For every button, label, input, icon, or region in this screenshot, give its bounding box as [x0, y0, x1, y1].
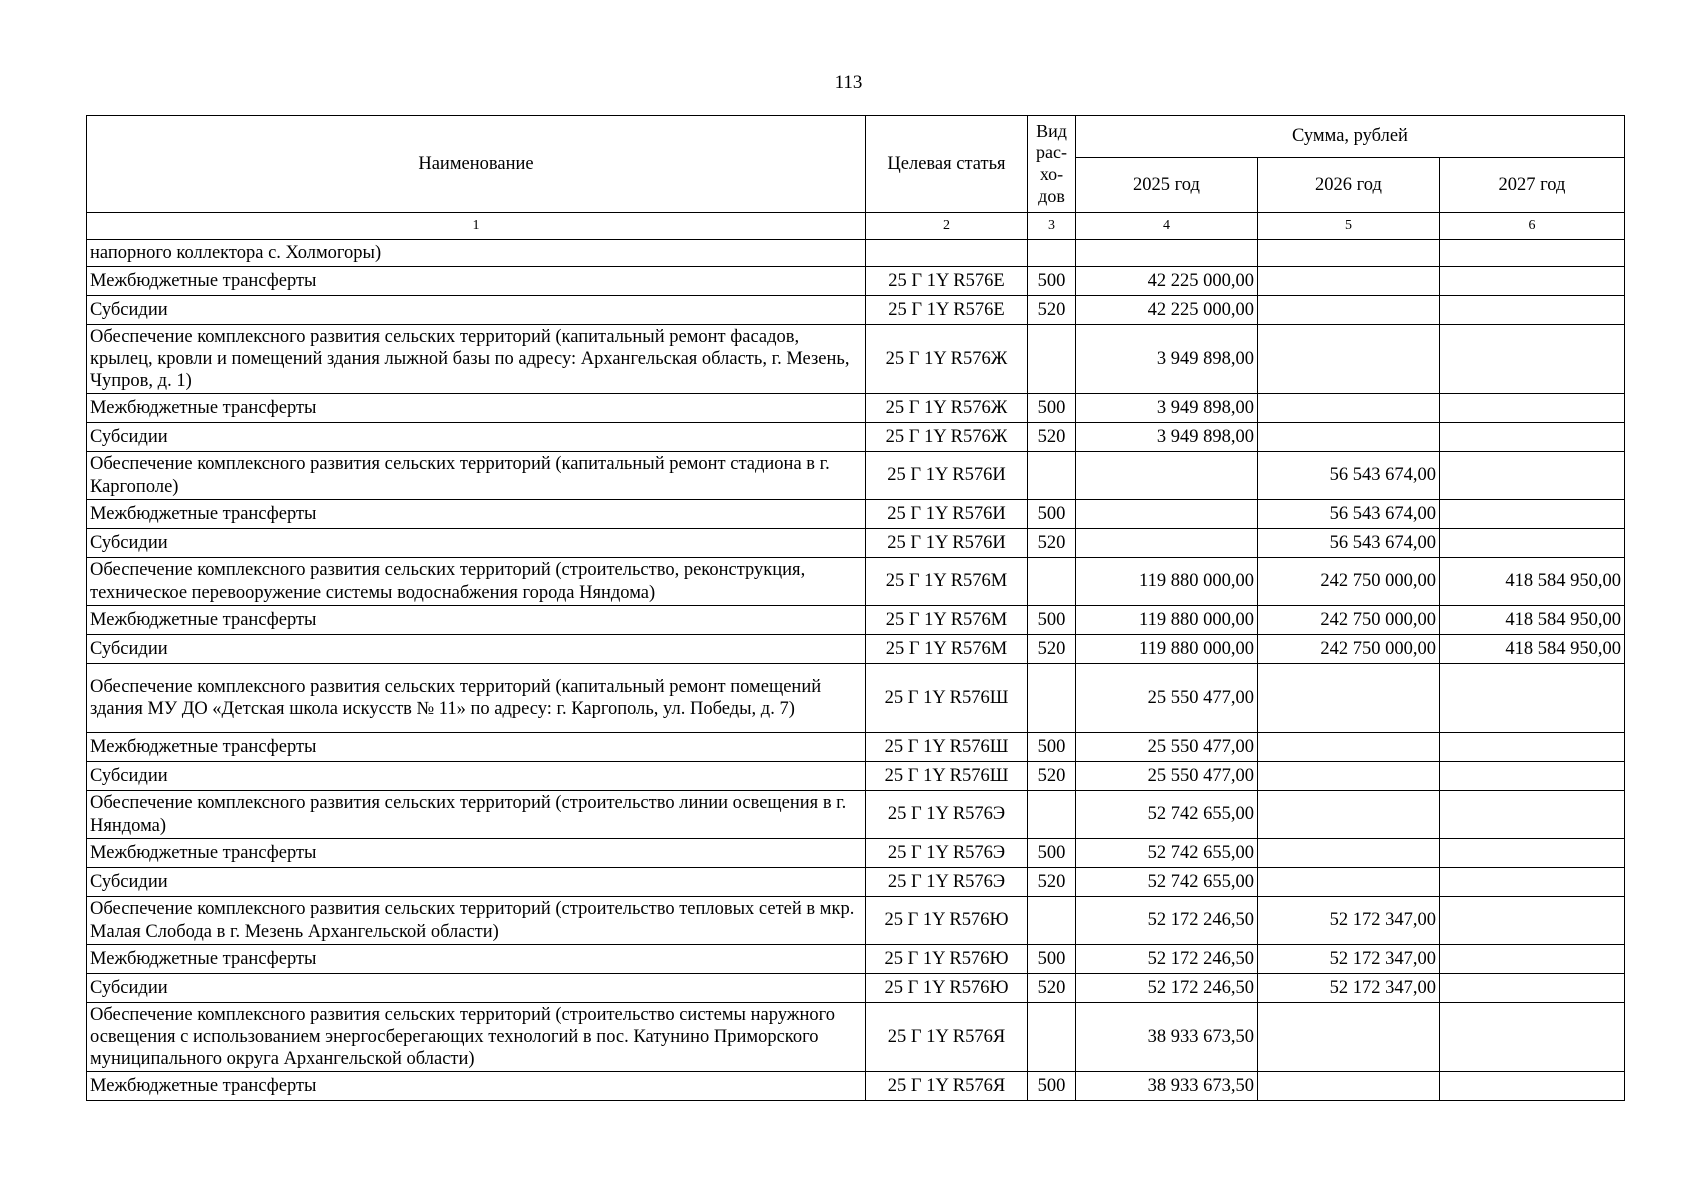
cell-amount-2025: 38 933 673,50 — [1076, 1003, 1258, 1072]
cell-expense-type: 520 — [1028, 868, 1076, 897]
cell-amount-2025: 25 550 477,00 — [1076, 733, 1258, 762]
cell-name: Межбюджетные трансферты — [87, 500, 866, 529]
cell-target-article — [866, 240, 1028, 267]
cell-amount-2026: 56 543 674,00 — [1258, 529, 1440, 558]
cell-expense-type — [1028, 558, 1076, 606]
cell-amount-2027 — [1440, 267, 1625, 296]
table-row — [87, 423, 1625, 452]
cell-target-article: 25 Г 1Y R576И — [866, 529, 1028, 558]
cell-expense-type — [1028, 791, 1076, 839]
cell-expense-type: 500 — [1028, 394, 1076, 423]
cell-name: Субсидии — [87, 762, 866, 791]
header-expense-type: Вид рас-хо-дов — [1028, 116, 1076, 213]
page-number: 113 — [834, 72, 863, 93]
cell-name: Межбюджетные трансферты — [87, 839, 866, 868]
cell-amount-2026: 242 750 000,00 — [1258, 558, 1440, 606]
cell-expense-type: 520 — [1028, 296, 1076, 325]
cell-amount-2025 — [1076, 240, 1258, 267]
cell-target-article: 25 Г 1Y R576М — [866, 606, 1028, 635]
cell-expense-type — [1028, 1003, 1076, 1072]
cell-amount-2025: 119 880 000,00 — [1076, 558, 1258, 606]
cell-amount-2025: 52 742 655,00 — [1076, 868, 1258, 897]
cell-amount-2027 — [1440, 500, 1625, 529]
cell-name: Обеспечение комплексного развития сельских территорий (капитальный ремонт стадиона в г. Каргополе) — [87, 452, 866, 500]
cell-amount-2027 — [1440, 868, 1625, 897]
cell-target-article: 25 Г 1Y R576Я — [866, 1072, 1028, 1101]
budget-table — [86, 115, 1625, 1101]
cell-amount-2025: 3 949 898,00 — [1076, 423, 1258, 452]
table-row — [87, 762, 1625, 791]
cell-amount-2026: 56 543 674,00 — [1258, 452, 1440, 500]
column-number: 5 — [1258, 213, 1440, 240]
cell-amount-2027 — [1440, 839, 1625, 868]
cell-amount-2025: 25 550 477,00 — [1076, 762, 1258, 791]
cell-amount-2027 — [1440, 945, 1625, 974]
cell-expense-type: 500 — [1028, 606, 1076, 635]
cell-name: Обеспечение комплексного развития сельских территорий (строительство линии освещения в г. Няндома) — [87, 791, 866, 839]
cell-amount-2027 — [1440, 897, 1625, 945]
cell-expense-type — [1028, 897, 1076, 945]
cell-amount-2026: 242 750 000,00 — [1258, 606, 1440, 635]
cell-name: напорного коллектора с. Холмогоры) — [87, 240, 866, 267]
cell-expense-type: 500 — [1028, 733, 1076, 762]
cell-target-article: 25 Г 1Y R576Э — [866, 868, 1028, 897]
table-row — [87, 606, 1625, 635]
cell-expense-type: 520 — [1028, 529, 1076, 558]
header-target-article: Целевая статья — [866, 116, 1028, 213]
cell-expense-type — [1028, 240, 1076, 267]
column-number: 2 — [866, 213, 1028, 240]
column-number: 1 — [87, 213, 866, 240]
cell-amount-2025: 42 225 000,00 — [1076, 296, 1258, 325]
cell-amount-2026 — [1258, 791, 1440, 839]
cell-amount-2025: 25 550 477,00 — [1076, 664, 1258, 733]
cell-name: Обеспечение комплексного развития сельских территорий (строительство системы наружного освещения с использованием энергосберегающих технологий в пос. Катунино Приморского муниципального округа Архангельской области) — [87, 1003, 866, 1072]
table-row — [87, 733, 1625, 762]
table-row — [87, 267, 1625, 296]
cell-amount-2025: 52 742 655,00 — [1076, 791, 1258, 839]
cell-target-article: 25 Г 1Y R576И — [866, 452, 1028, 500]
table-row — [87, 296, 1625, 325]
cell-amount-2025: 3 949 898,00 — [1076, 325, 1258, 394]
column-number: 6 — [1440, 213, 1625, 240]
cell-amount-2026 — [1258, 664, 1440, 733]
cell-amount-2026 — [1258, 1072, 1440, 1101]
cell-target-article: 25 Г 1Y R576Ю — [866, 945, 1028, 974]
cell-name: Субсидии — [87, 529, 866, 558]
table-row — [87, 635, 1625, 664]
cell-target-article: 25 Г 1Y R576М — [866, 635, 1028, 664]
table-row — [87, 1003, 1625, 1072]
cell-expense-type: 520 — [1028, 974, 1076, 1003]
cell-name: Межбюджетные трансферты — [87, 733, 866, 762]
cell-name: Межбюджетные трансферты — [87, 394, 866, 423]
table-row — [87, 897, 1625, 945]
cell-name: Межбюджетные трансферты — [87, 1072, 866, 1101]
cell-amount-2025: 52 172 246,50 — [1076, 897, 1258, 945]
cell-name: Обеспечение комплексного развития сельских территорий (капитальный ремонт фасадов, крылец, кровли и помещений здания лыжной базы по адресу: Архангельская область, г. Мезень, Чупров, д. 1) — [87, 325, 866, 394]
cell-amount-2026 — [1258, 296, 1440, 325]
cell-amount-2026: 56 543 674,00 — [1258, 500, 1440, 529]
cell-name: Обеспечение комплексного развития сельских территорий (строительство, реконструкция, техническое перевооружение системы водоснабжения города Няндома) — [87, 558, 866, 606]
cell-amount-2025: 52 172 246,50 — [1076, 945, 1258, 974]
cell-target-article: 25 Г 1Y R576Э — [866, 839, 1028, 868]
cell-amount-2025: 3 949 898,00 — [1076, 394, 1258, 423]
cell-name: Субсидии — [87, 635, 866, 664]
table-row — [87, 394, 1625, 423]
table-row — [87, 558, 1625, 606]
cell-expense-type: 520 — [1028, 762, 1076, 791]
table-row — [87, 664, 1625, 733]
cell-name: Межбюджетные трансферты — [87, 267, 866, 296]
cell-expense-type: 520 — [1028, 423, 1076, 452]
cell-amount-2027: 418 584 950,00 — [1440, 606, 1625, 635]
cell-name: Субсидии — [87, 974, 866, 1003]
cell-amount-2026: 52 172 347,00 — [1258, 945, 1440, 974]
header-year-2026: 2026 год — [1258, 157, 1440, 212]
cell-expense-type: 500 — [1028, 945, 1076, 974]
cell-amount-2026 — [1258, 325, 1440, 394]
cell-amount-2025 — [1076, 500, 1258, 529]
cell-expense-type: 500 — [1028, 1072, 1076, 1101]
cell-amount-2027 — [1440, 974, 1625, 1003]
table-row — [87, 452, 1625, 500]
header-year-2025: 2025 год — [1076, 157, 1258, 212]
cell-amount-2025 — [1076, 529, 1258, 558]
cell-name: Субсидии — [87, 868, 866, 897]
cell-target-article: 25 Г 1Y R576Ж — [866, 394, 1028, 423]
cell-amount-2025: 119 880 000,00 — [1076, 606, 1258, 635]
cell-amount-2025: 119 880 000,00 — [1076, 635, 1258, 664]
cell-expense-type — [1028, 664, 1076, 733]
cell-amount-2027: 418 584 950,00 — [1440, 558, 1625, 606]
cell-name: Субсидии — [87, 296, 866, 325]
cell-target-article: 25 Г 1Y R576Э — [866, 791, 1028, 839]
table-row — [87, 529, 1625, 558]
table-row — [87, 500, 1625, 529]
cell-amount-2027 — [1440, 394, 1625, 423]
cell-expense-type: 500 — [1028, 839, 1076, 868]
cell-expense-type: 520 — [1028, 635, 1076, 664]
cell-expense-type — [1028, 452, 1076, 500]
cell-name: Межбюджетные трансферты — [87, 606, 866, 635]
table-row — [87, 974, 1625, 1003]
table-row — [87, 325, 1625, 394]
cell-target-article: 25 Г 1Y R576Ж — [866, 423, 1028, 452]
cell-amount-2027: 418 584 950,00 — [1440, 635, 1625, 664]
cell-target-article: 25 Г 1Y R576Ж — [866, 325, 1028, 394]
table-row — [87, 839, 1625, 868]
cell-amount-2027 — [1440, 296, 1625, 325]
cell-target-article: 25 Г 1Y R576М — [866, 558, 1028, 606]
cell-amount-2025: 52 742 655,00 — [1076, 839, 1258, 868]
cell-target-article: 25 Г 1Y R576Ю — [866, 974, 1028, 1003]
header-year-2027: 2027 год — [1440, 157, 1625, 212]
cell-amount-2025: 38 933 673,50 — [1076, 1072, 1258, 1101]
cell-amount-2026 — [1258, 240, 1440, 267]
cell-name: Субсидии — [87, 423, 866, 452]
cell-amount-2027 — [1440, 452, 1625, 500]
cell-amount-2027 — [1440, 762, 1625, 791]
cell-amount-2025: 52 172 246,50 — [1076, 974, 1258, 1003]
cell-amount-2026 — [1258, 868, 1440, 897]
cell-expense-type — [1028, 325, 1076, 394]
cell-amount-2025: 42 225 000,00 — [1076, 267, 1258, 296]
cell-amount-2026 — [1258, 423, 1440, 452]
cell-amount-2027 — [1440, 240, 1625, 267]
cell-amount-2027 — [1440, 664, 1625, 733]
table-row — [87, 868, 1625, 897]
cell-amount-2027 — [1440, 1003, 1625, 1072]
cell-amount-2025 — [1076, 452, 1258, 500]
cell-name: Обеспечение комплексного развития сельских территорий (строительство тепловых сетей в мкр. Малая Слобода в г. Мезень Архангельской области) — [87, 897, 866, 945]
cell-target-article: 25 Г 1Y R576Ш — [866, 733, 1028, 762]
cell-target-article: 25 Г 1Y R576И — [866, 500, 1028, 529]
cell-amount-2027 — [1440, 791, 1625, 839]
cell-expense-type: 500 — [1028, 267, 1076, 296]
table-header — [87, 116, 1625, 240]
cell-amount-2027 — [1440, 1072, 1625, 1101]
cell-amount-2027 — [1440, 529, 1625, 558]
cell-target-article: 25 Г 1Y R576Е — [866, 267, 1028, 296]
cell-target-article: 25 Г 1Y R576Ш — [866, 664, 1028, 733]
cell-target-article: 25 Г 1Y R576Ш — [866, 762, 1028, 791]
table-row — [87, 791, 1625, 839]
table-body — [87, 240, 1625, 1101]
cell-amount-2027 — [1440, 325, 1625, 394]
header-sum: Сумма, рублей — [1076, 116, 1625, 158]
cell-amount-2026 — [1258, 762, 1440, 791]
cell-expense-type: 500 — [1028, 500, 1076, 529]
cell-name: Межбюджетные трансферты — [87, 945, 866, 974]
cell-amount-2026 — [1258, 394, 1440, 423]
cell-amount-2026: 52 172 347,00 — [1258, 897, 1440, 945]
header-name: Наименование — [87, 116, 866, 213]
cell-amount-2027 — [1440, 733, 1625, 762]
cell-target-article: 25 Г 1Y R576Я — [866, 1003, 1028, 1072]
cell-amount-2026: 52 172 347,00 — [1258, 974, 1440, 1003]
cell-amount-2026 — [1258, 267, 1440, 296]
table-row — [87, 945, 1625, 974]
cell-amount-2026 — [1258, 733, 1440, 762]
column-numbers-row — [87, 213, 1625, 240]
cell-amount-2026: 242 750 000,00 — [1258, 635, 1440, 664]
table-row — [87, 1072, 1625, 1101]
cell-target-article: 25 Г 1Y R576Е — [866, 296, 1028, 325]
cell-amount-2026 — [1258, 1003, 1440, 1072]
column-number: 4 — [1076, 213, 1258, 240]
cell-amount-2026 — [1258, 839, 1440, 868]
table-row — [87, 240, 1625, 267]
column-number: 3 — [1028, 213, 1076, 240]
cell-name: Обеспечение комплексного развития сельских территорий (капитальный ремонт помещений здания МУ ДО «Детская школа искусств № 11» по адресу: г. Каргополь, ул. Победы, д. 7) — [87, 664, 866, 733]
cell-amount-2027 — [1440, 423, 1625, 452]
cell-target-article: 25 Г 1Y R576Ю — [866, 897, 1028, 945]
